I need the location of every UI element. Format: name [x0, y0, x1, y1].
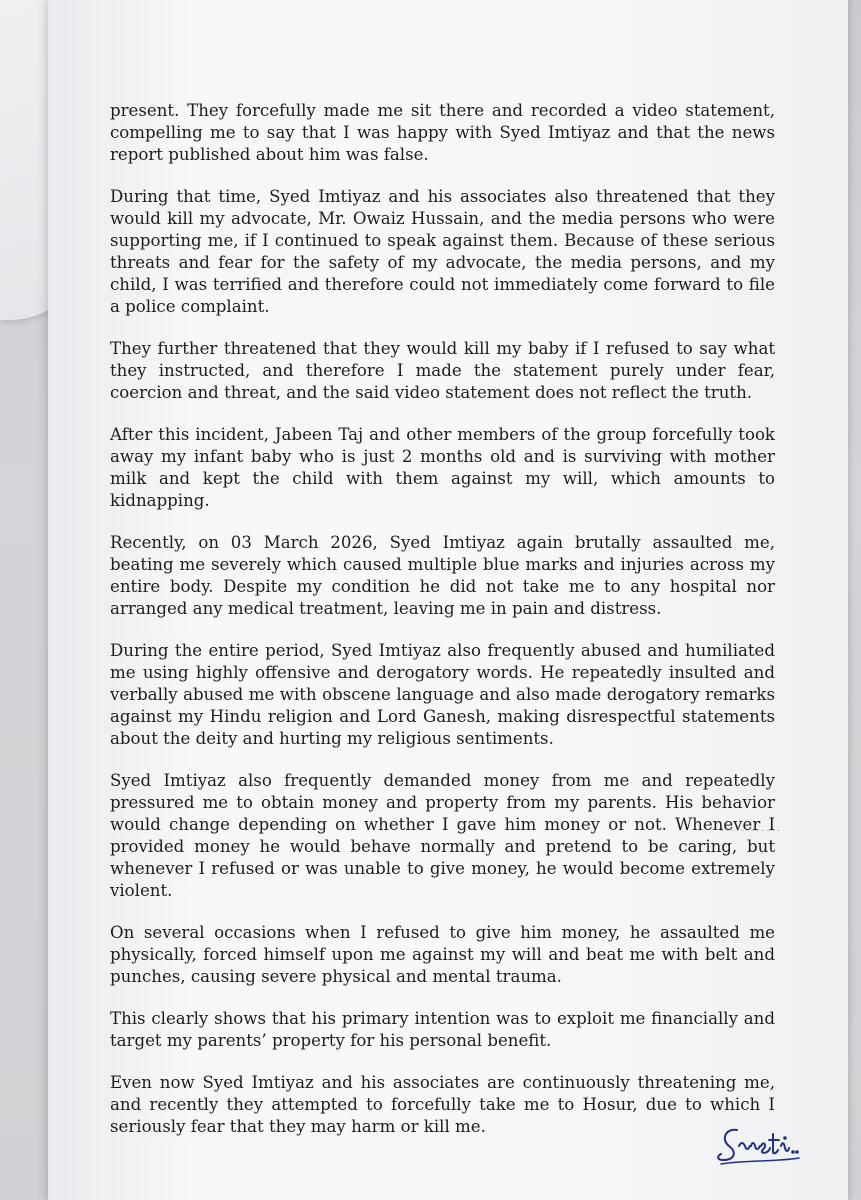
handwritten-signature: [715, 1108, 805, 1168]
paragraph-threat-baby: They further threatened that they would kill my baby if I refused to say what they instructed, and therefore I made the statement purely under fear, coercion and threat, and the said video statement does not reflect the truth.: [110, 339, 775, 402]
paragraph-continued-threats: Even now Syed Imtiyaz and his associates are continuously threatening me, and recently they attempted to forcefully take me to Hosur, due to which I seriously fear that they may harm or kill me.: [110, 1073, 775, 1136]
paragraph-video-statement: present. They forcefully made me sit there and recorded a video statement, compelling me to say that I was happy with Syed Imtiyaz and that the news report published about him was false.: [110, 101, 775, 164]
paragraph-abuse: During the entire period, Syed Imtiyaz also frequently abused and humiliated me using highly offensive and derogatory words. He repeatedly insulted and verbally abused me with obscene language and also made derogatory remarks against my Hindu religion and Lord Ganesh, making disrespectful statements about the deity and hurting my religious sentiments.: [110, 641, 775, 748]
document-body: [110, 100, 775, 1158]
paragraph-money-demands: Syed Imtiyaz also frequently demanded money from me and repeatedly pressured me to obtain money and property from my parents. His behavior would change depending on whether I gave him money or not. Whenever I provided money he would behave normally and pretend to be caring, but whenever I refused or was unable to give money, he would become extremely violent.: [110, 771, 775, 900]
paper-fold-mark: [720, 830, 780, 831]
paragraph-physical-assault: On several occasions when I refused to give him money, he assaulted me physically, forced himself upon me against my will and beat me with belt and punches, causing severe physical and mental trauma.: [110, 923, 775, 986]
paragraph-financial-exploitation: This clearly shows that his primary intention was to exploit me financially and target my parents’ property for his personal benefit.: [110, 1009, 775, 1050]
paragraph-assault: Recently, on 03 March 2026, Syed Imtiyaz again brutally assaulted me, beating me severely which caused multiple blue marks and injuries across my entire body. Despite my condition he did not take me to any hospital nor arranged any medical treatment, leaving me in pain and distress.: [110, 533, 775, 618]
paragraph-kidnapping: After this incident, Jabeen Taj and other members of the group forcefully took away my infant baby who is just 2 months old and is surviving with mother milk and kept the child with them against my will, which amounts to kidnapping.: [110, 425, 775, 510]
paragraph-threats-advocate: During that time, Syed Imtiyaz and his associates also threatened that they would kill my advocate, Mr. Owaiz Hussain, and the media persons who were supporting me, if I continued to speak against them. Because of these serious threats and fear for the safety of my advocate, the media persons, and my child, I was terrified and therefore could not immediately come forward to file a police complaint.: [110, 187, 775, 316]
